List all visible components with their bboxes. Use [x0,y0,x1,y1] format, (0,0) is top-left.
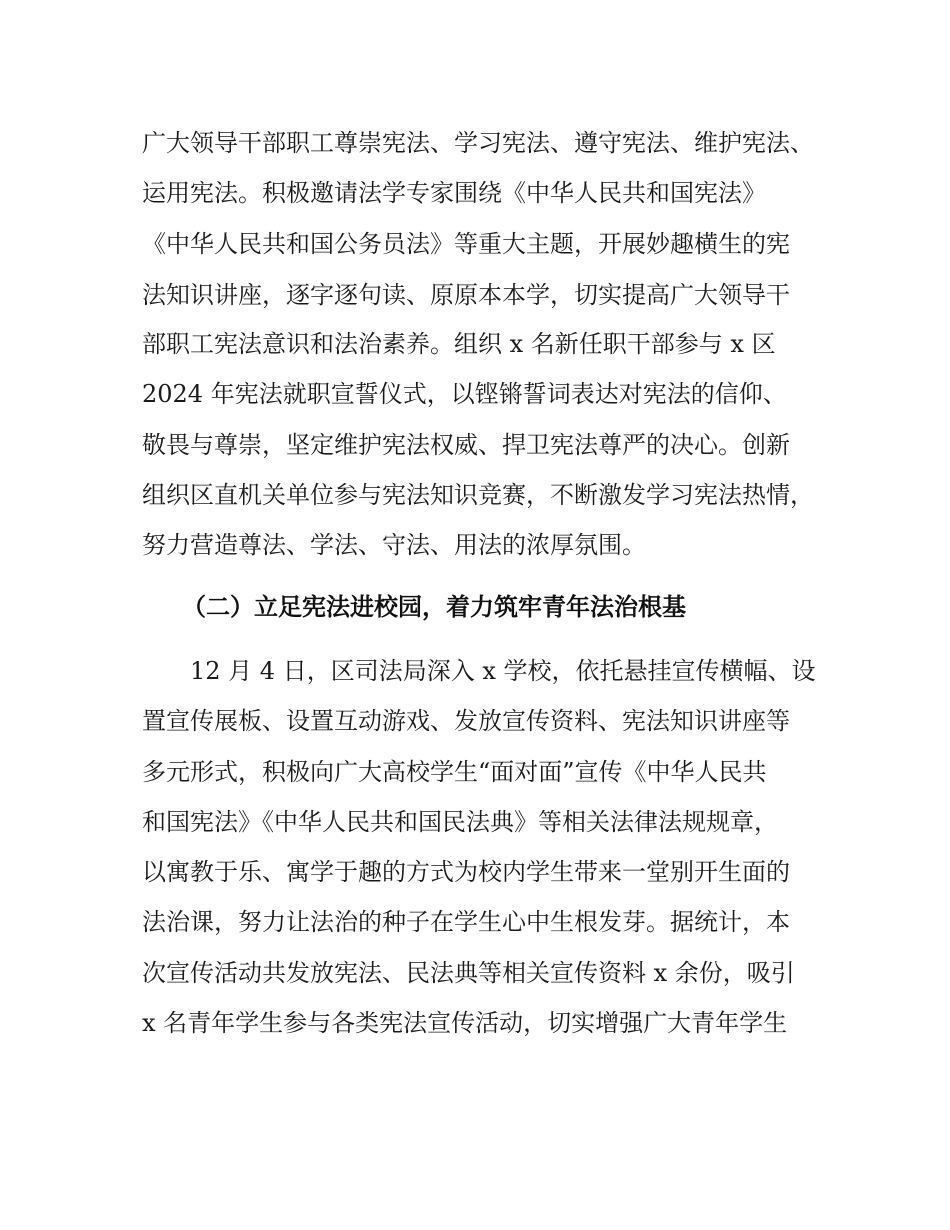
paragraph-line: 以寓教于乐、寓学于趣的方式为校内学生带来一堂别开生面的 [142,858,790,886]
paragraph-line: 运用宪法。积极邀请法学专家围绕《中华人民共和国宪法》 [142,179,766,207]
paragraph-line: 12 月 4 日，区司法局深入 x 学校，依托悬挂宣传横幅、设 [190,657,816,685]
paragraph-line: 法治课，努力让法治的种子在学生心中生根发芽。据统计，本 [142,908,790,936]
paragraph-line: x 名青年学生参与各类宪法宣传活动，切实增强广大青年学生 [142,1009,788,1037]
paragraph-line: 次宣传活动共发放宪法、民法典等相关宣传资料 x 余份，吸引 [142,959,795,987]
paragraph-line: 《中华人民共和国公务员法》等重大主题，开展妙趣横生的宪 [142,230,790,258]
paragraph-line: 组织区直机关单位参与宪法知识竞赛，不断激发学习宪法热情， [142,481,814,509]
paragraph-line: 和国宪法》《中华人民共和国民法典》等相关法律法规规章， [142,808,778,836]
section-heading: （二）立足宪法进校园，着力筑牢青年法治根基 [182,593,686,621]
paragraph-line: 敬畏与尊崇，坚定维护宪法权威、捍卫宪法尊严的决心。创新 [142,431,790,459]
paragraph-line: 部职工宪法意识和法治素养。组织 x 名新任职干部参与 x 区 [142,330,776,358]
paragraph-line: 多元形式，积极向广大高校学生“面对面”宣传《中华人民共 [142,758,767,786]
paragraph-line: 法知识讲座，逐字逐句读、原原本本学，切实提高广大领导干 [142,281,790,309]
paragraph-line: 广大领导干部职工尊崇宪法、学习宪法、遵守宪法、维护宪法、 [142,129,814,157]
paragraph-line: 2024 年宪法就职宣誓仪式，以铿锵誓词表达对宪法的信仰、 [142,380,787,408]
paragraph-line: 努力营造尊法、学法、守法、用法的浓厚氛围。 [142,531,646,559]
paragraph-line: 置宣传展板、设置互动游戏、发放宣传资料、宪法知识讲座等 [142,707,790,735]
